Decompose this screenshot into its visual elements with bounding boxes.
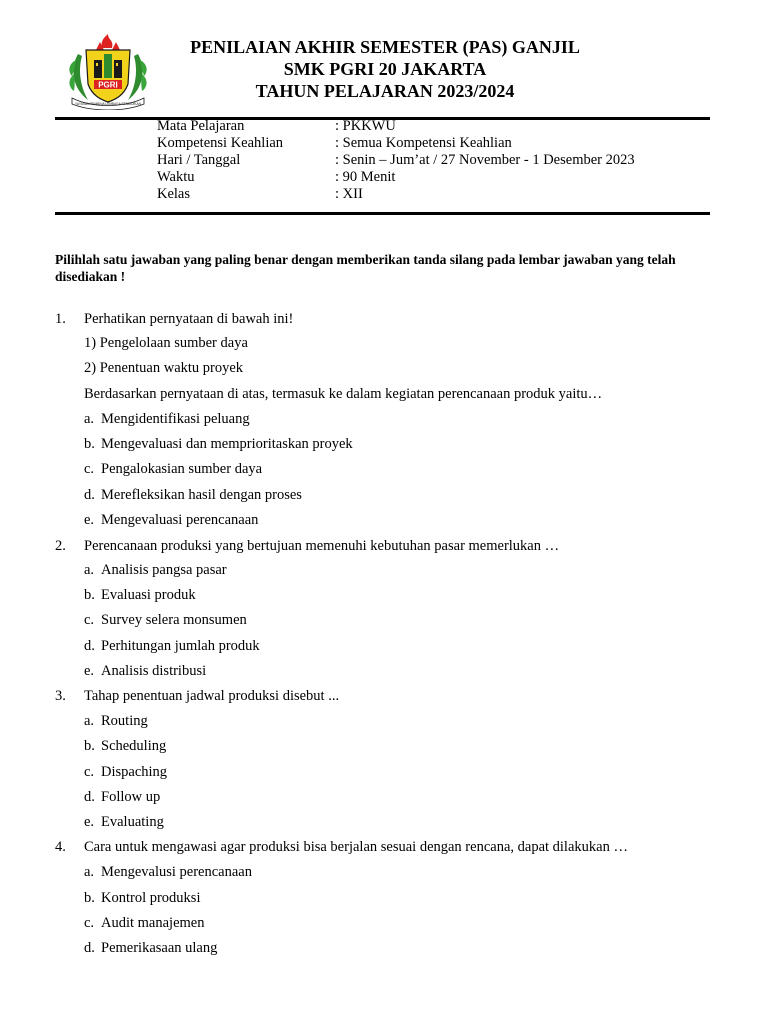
option-text: Survey selera monsumen	[101, 612, 247, 628]
info-value: : 90 Menit	[335, 169, 396, 185]
info-value: : XII	[335, 186, 363, 202]
question-text: Cara untuk mengawasi agar produksi bisa berjalan sesuai dengan rencana, dapat dilakukan …	[84, 839, 628, 855]
option-text: Kontrol produksi	[101, 890, 201, 906]
option-letter: d.	[84, 638, 95, 654]
option-letter: d.	[84, 940, 95, 956]
info-label: Waktu	[157, 169, 195, 185]
header-divider-bottom	[55, 212, 710, 215]
info-value: : PKKWU	[335, 118, 396, 134]
option-letter: c.	[84, 764, 95, 780]
info-row-time	[157, 169, 635, 186]
info-row-date	[157, 152, 635, 169]
option-letter: a.	[84, 713, 95, 729]
exam-title	[130, 36, 640, 102]
option-letter: b.	[84, 587, 95, 603]
statement-item: 1) Pengelolaan sumber daya	[84, 335, 248, 351]
info-label: Kompetensi Keahlian	[157, 135, 284, 151]
option-letter: b.	[84, 738, 95, 754]
exam-instruction: Pilihlah satu jawaban yang paling benar dengan memberikan tanda silang pada lembar jawaban yang telah disediakan !	[55, 252, 676, 284]
question-text: Tahap penentuan jadwal produksi disebut ...	[84, 688, 340, 704]
option-letter: b.	[84, 436, 95, 452]
question-text: Perencanaan produksi yang bertujuan memenuhi kebutuhan pasar memerlukan …	[84, 538, 560, 554]
option-text: Evaluasi produk	[101, 587, 196, 603]
option-text: Pemerikasaan ulang	[101, 940, 218, 956]
info-row-competency	[157, 135, 635, 152]
option-text: Routing	[101, 713, 148, 729]
option-text: Pengalokasian sumber daya	[101, 461, 263, 477]
exam-info	[157, 118, 635, 203]
title-line-3: TAHUN PELAJARAN 2023/2024	[255, 81, 515, 101]
title-line-2: SMK PGRI 20 JAKARTA	[283, 59, 487, 79]
option-text: Follow up	[101, 789, 161, 805]
option-text: Dispaching	[101, 764, 168, 780]
info-label: Hari / Tanggal	[157, 152, 241, 168]
option-text: Audit manajemen	[101, 915, 205, 931]
option-letter: a.	[84, 411, 95, 427]
option-text: Merefleksikan hasil dengan proses	[101, 487, 302, 503]
option-letter: a.	[84, 864, 95, 880]
info-value: : Semua Kompetensi Keahlian	[335, 135, 512, 151]
option-letter: d.	[84, 487, 95, 503]
svg-text:YAYASAN PEMBINA LEMBAGA PENDID: YAYASAN PEMBINA LEMBAGA PENDIDIKAN	[75, 102, 141, 106]
info-label: Mata Pelajaran	[157, 118, 245, 134]
info-label: Kelas	[157, 186, 191, 202]
question-followup: Berdasarkan pernyataan di atas, termasuk ke dalam kegiatan perencanaan produk yaitu…	[84, 386, 603, 402]
option-text: Mengevaluasi dan memprioritaskan proyek	[101, 436, 353, 452]
option-text: Scheduling	[101, 738, 167, 754]
question-number: 1.	[55, 311, 66, 327]
question-number: 4.	[55, 839, 66, 855]
question-text: Perhatikan pernyataan di bawah ini!	[84, 311, 294, 327]
option-text: Mengevaluasi perencanaan	[101, 512, 259, 528]
title-line-1: PENILAIAN AKHIR SEMESTER (PAS) GANJIL	[190, 37, 580, 57]
option-text: Analisis pangsa pasar	[101, 562, 227, 578]
option-text: Analisis distribusi	[101, 663, 207, 679]
option-letter: c.	[84, 461, 95, 477]
question-number: 3.	[55, 688, 66, 704]
option-letter: c.	[84, 915, 95, 931]
option-text: Perhitungan jumlah produk	[101, 638, 260, 654]
statement-item: 2) Penentuan waktu proyek	[84, 360, 244, 376]
svg-text:PGRI: PGRI	[98, 80, 118, 90]
info-row-subject	[157, 118, 635, 135]
option-letter: e.	[84, 512, 95, 528]
option-letter: e.	[84, 814, 95, 830]
info-value: : Senin – Jum’at / 27 November - 1 Desember 2023	[335, 152, 635, 168]
option-text: Evaluating	[101, 814, 164, 830]
option-letter: e.	[84, 663, 95, 679]
option-letter: a.	[84, 562, 95, 578]
option-text: Mengevalusi perencanaan	[101, 864, 252, 880]
question-number: 2.	[55, 538, 66, 554]
option-text: Mengidentifikasi peluang	[101, 411, 250, 427]
option-letter: c.	[84, 612, 95, 628]
option-letter: d.	[84, 789, 95, 805]
info-row-class	[157, 186, 635, 203]
option-letter: b.	[84, 890, 95, 906]
